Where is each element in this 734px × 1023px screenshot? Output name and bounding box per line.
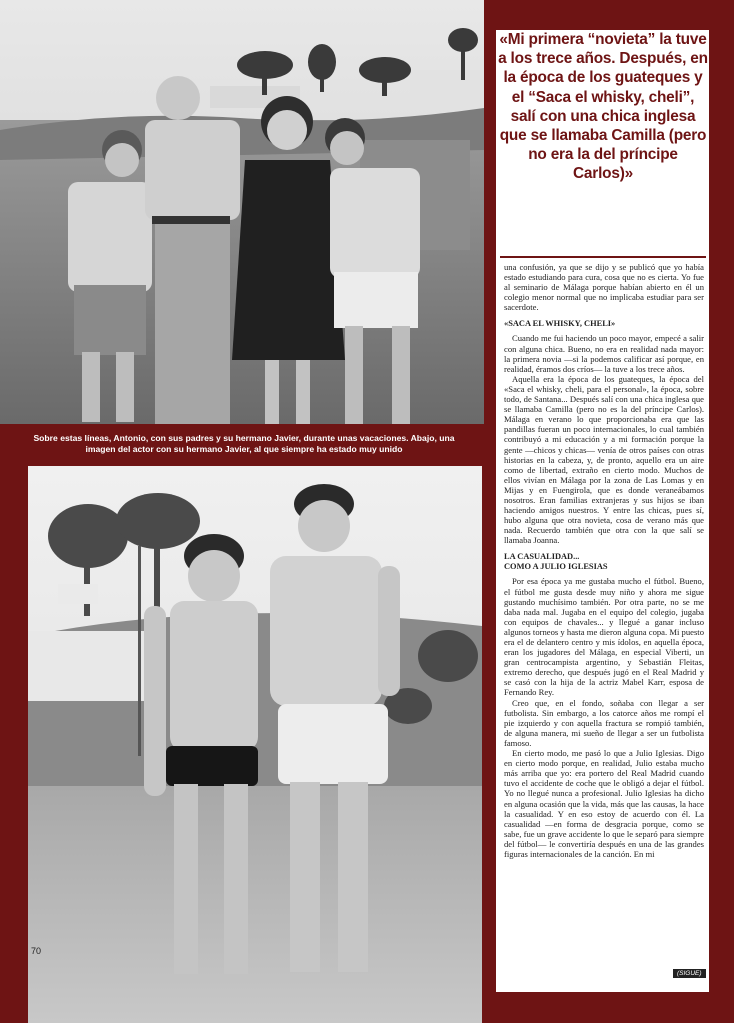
brothers-photo-icon [28,466,482,1023]
pull-quote: «Mi primera “novieta” la tuve a los trece años. Después, en la época de los guateques y el “Saca el whisky, cheli”, salí con una chica inglesa que se llamaba Camilla (pero no era la del príncipe Carlos)» [498,31,708,183]
article-paragraph: En cierto modo, me pasó lo que a Julio Iglesias. Digo en cierto modo porque, en realidad, Julio estaba mucho más arriba que yo: era portero del Real Madrid cuando tuvo el accidente de coche que le obligó a dejar el fútbol. Yo no llegué nunca a profesional. Julio Iglesias ha dicho en alguna ocasión que la vida, más que las causas, la hace la casualidad. Y en eso estoy de acuerdo con él. La casualidad —en forma de desgracia porque, como se sabe, fue un grave accidente lo que le separó para siempre del fútbol— le convertiría después en una de las grandes figuras internacionales de la canción. En mi [504,748,704,859]
family-photo-icon [0,0,484,424]
article-paragraph: Cuando me fui haciendo un poco mayor, empecé a salir con alguna chica. Bueno, no era en realidad nada mayor: la primera novia —si la podemos calificar así porque, en realidad, éramos dos críos— la tuve a los trece años. [504,333,704,374]
article-paragraph: Por esa época ya me gustaba mucho el fútbol. Bueno, el fútbol me gusta desde muy niño y ahora me sigue gustando muchísimo también. Por otra parte, no se me daba nada mal. Jugaba en el equipo del colegio, jugaba con equipos de chavales... y llegué a ganar incluso algunos torneos y hasta me dieron alguna copa. Mi puesto era el de delantero centro y mis ídolos, en aquella época, eran los jugadores del Málaga, en especial Viberti, un gran centrocampista argentino, y Sebastián Fleitas, extremo derecho, que después jugó en el Real Madrid y se casó con la hija de la actriz Mabel Karr, esposa de Fernando Rey. [504,576,704,698]
page-number: 70 [31,946,42,956]
photo-caption: Sobre estas líneas, Antonio, con sus padres y su hermano Javier, durante unas vacaciones. Abajo, una imagen del actor con su hermano Javier, al que siempre ha estado muy unido [33,433,455,454]
section-heading [504,552,704,572]
section-heading: «SACA EL WHISKY, CHELI» [504,319,616,329]
article-paragraph: Aquella era la época de los guateques, la época del «Saca el whisky, cheli, para el personal», la época, sobre todo, de Santana... Después salí con una chica inglesa que se llamaba Camilla (pero no es la del príncipe Carlos). Málaga en verano lo que proporcionaba era que las pandillas fueran un poco internacionales, lo cual también contribuyó a mi educación y a mi formación porque la gente —chicos y chicas— venía de otros países con otras historias en la cabeza, y, de pronto, aquello era un aire como de libertad, extraño en cierto modo. Muchos de ellos vivían en Málaga por la zona de Las Lomas y en Mijas y en Fuengirola, que es donde veraneábamos nosotros. Eran familias extranjeras y sus hijos se iban haciendo amigos nuestros. Y entre las chicas, pues sí, hubo alguna que otra novieta, cosa de verano más que nada. Recuerdo también que otra con la que salí se llamaba Joanna. [504,373,704,546]
article-paragraph: una confusión, ya que se dijo y se publicó que yo había estado estudiando para cura, cosa que no es cierta. Yo fue al seminario de Málaga porque habían abierto en él un colegio menor normal que no implicaba estudiar para ser sacerdote. [504,262,704,313]
section-heading-line: COMO A JULIO IGLESIAS [504,562,608,572]
divider [500,256,706,258]
section-heading-line: LA CASUALIDAD... [504,552,580,562]
family-photo [0,0,484,424]
brothers-photo [28,466,482,1023]
article-body [504,262,704,859]
continued-badge: (SIGUE) [673,969,706,978]
article-paragraph: Creo que, en el fondo, soñaba con llegar a ser futbolista. Sin embargo, a los catorce años me rompí el pie izquierdo y con aquella fractura se rompió también, de alguna manera, mi sueño de llegar a ser un futbolista famoso. [504,697,704,748]
